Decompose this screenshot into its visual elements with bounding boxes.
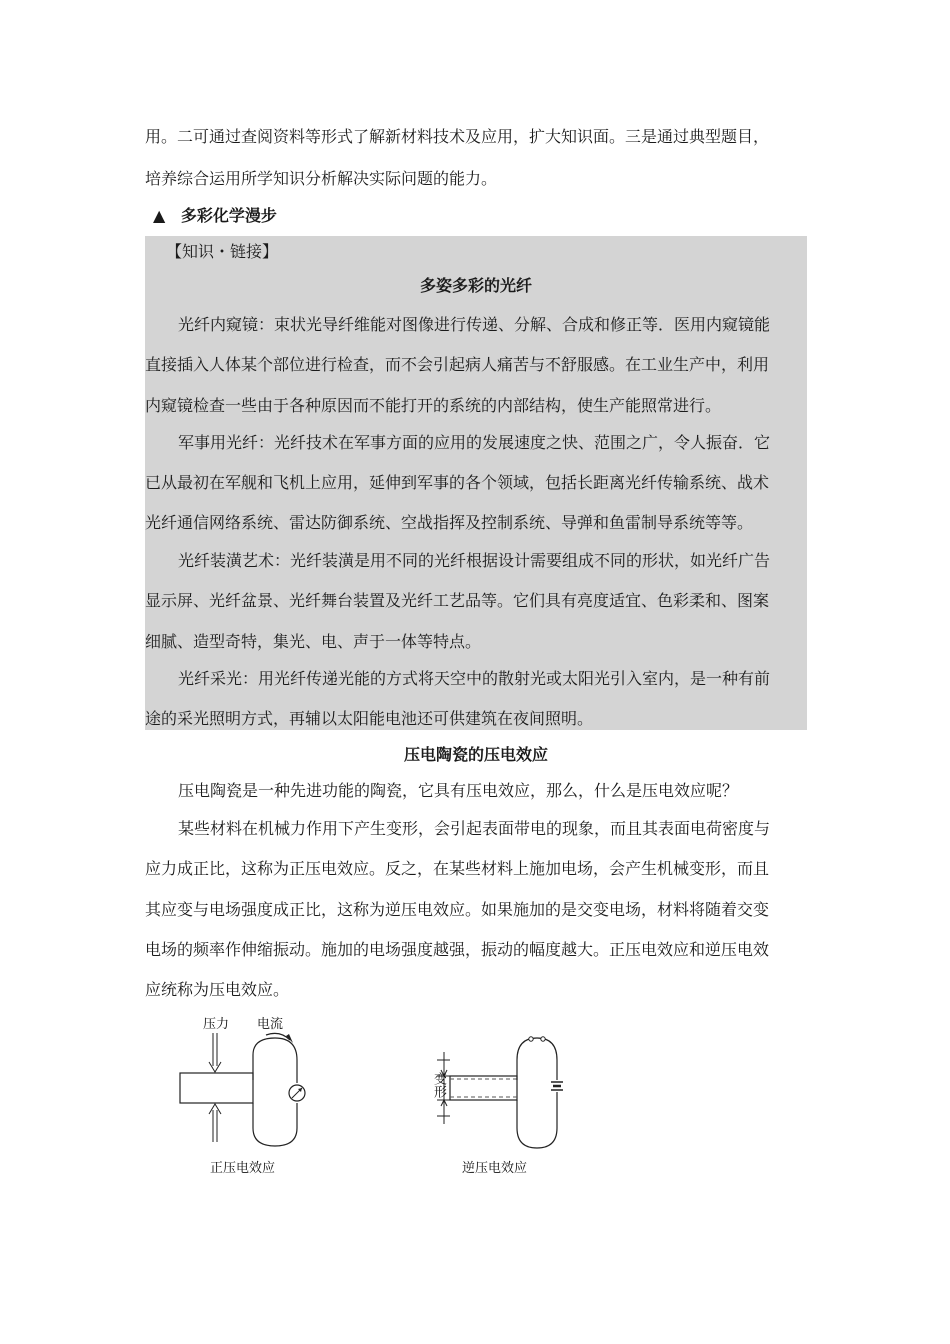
piezo-block (180, 1073, 253, 1103)
deform-label (420, 1071, 447, 1098)
direct-effect-caption: 正压电效应 (210, 1161, 276, 1176)
text-line: 光纤内窥镜：束状光导纤维能对图像进行传递、分解、合成和修正等．医用内窥镜能 (178, 315, 771, 334)
galvanometer-icon (289, 1085, 305, 1101)
deform-label-text: 变形 (420, 1072, 446, 1087)
piezo-figure (0, 1010, 950, 1190)
knowledge-tag: 【知识・链接】 (166, 242, 279, 261)
battery-icon (551, 1082, 563, 1090)
switch-contact (541, 1037, 545, 1041)
text-line: 直接插入人体某个部位进行检查，而不会引起病人痛苦与不舒服感。在工业生产中，利用 (145, 355, 770, 374)
triangle-icon: ▲ (153, 206, 166, 225)
current-label: 电流 (257, 1017, 284, 1032)
piezo-title: 压电陶瓷的压电效应 (403, 745, 548, 764)
section-heading (153, 206, 815, 226)
force-arrow-up-icon (209, 1104, 221, 1142)
text-line: 其应变与电场强度成正比，这称为逆压电效应。如果施加的是交变电场，材料将随着交变 (145, 900, 770, 919)
text-line: 途的采光照明方式，再辅以太阳能电池还可供建筑在夜间照明。 (145, 709, 594, 728)
direct-effect-diagram (180, 1016, 305, 1176)
text-line: 某些材料在机械力作用下产生变形，会引起表面带电的现象，而且其表面电荷密度与 (178, 819, 771, 838)
text-line: 光纤装潢艺术：光纤装潢是用不同的光纤根据设计需要组成不同的形状，如光纤广告 (178, 551, 771, 570)
section-title: 多彩化学漫步 (180, 206, 277, 225)
text-line: 应力成正比，这称为正压电效应。反之，在某些材料上施加电场，会产生机械变形，而且 (145, 859, 770, 878)
switch-contact (529, 1037, 533, 1041)
force-arrow-down-icon (209, 1033, 221, 1072)
intro-line-1: 用。二可通过查阅资料等形式了解新材料技术及应用，扩大知识面。三是通过典型题目， (145, 127, 770, 146)
intro-line-2: 培养综合运用所学知识分析解决实际问题的能力。 (145, 169, 498, 188)
force-label: 压力 (203, 1017, 230, 1032)
text-line: 光纤采光：用光纤传递光能的方式将天空中的散射光或太阳光引入室内，是一种有前 (178, 669, 771, 688)
text-line: 已从最初在军舰和飞机上应用，延伸到军事的各个领域，包括长距离光纤传输系统、战术 (145, 473, 770, 492)
ceramic-block (450, 1076, 517, 1100)
text-line: 军事用光纤：光纤技术在军事方面的应用的发展速度之快、范围之广，令人振奋．它 (178, 433, 771, 452)
text-line: 应统称为压电效应。 (145, 980, 290, 999)
converse-effect-caption: 逆压电效应 (462, 1161, 528, 1176)
piezo-intro: 压电陶瓷是一种先进功能的陶瓷，它具有压电效应，那么，什么是压电效应呢？ (178, 781, 739, 800)
current-arrow-icon (266, 1033, 290, 1040)
text-line: 电场的频率作伸缩振动。施加的电场强度越强，振动的幅度越大。正压电效应和逆压电效 (145, 940, 770, 959)
converse-effect-diagram (420, 1037, 563, 1176)
wire-loop (517, 1038, 557, 1148)
text-line: 光纤通信网络系统、雷达防御系统、空战指挥及控制系统、导弹和鱼雷制导系统等等。 (145, 513, 754, 532)
text-line: 内窥镜检查一些由于各种原因而不能打开的系统的内部结构，使生产能照常进行。 (145, 396, 722, 415)
deformation-dimension (437, 1052, 450, 1124)
text-line: 细腻、造型奇特，集光、电、声于一体等特点。 (145, 632, 482, 651)
text-line: 显示屏、光纤盆景、光纤舞台装置及光纤工艺品等。它们具有亮度适宜、色彩柔和、图案 (145, 591, 770, 610)
box-title: 多姿多彩的光纤 (419, 276, 532, 295)
